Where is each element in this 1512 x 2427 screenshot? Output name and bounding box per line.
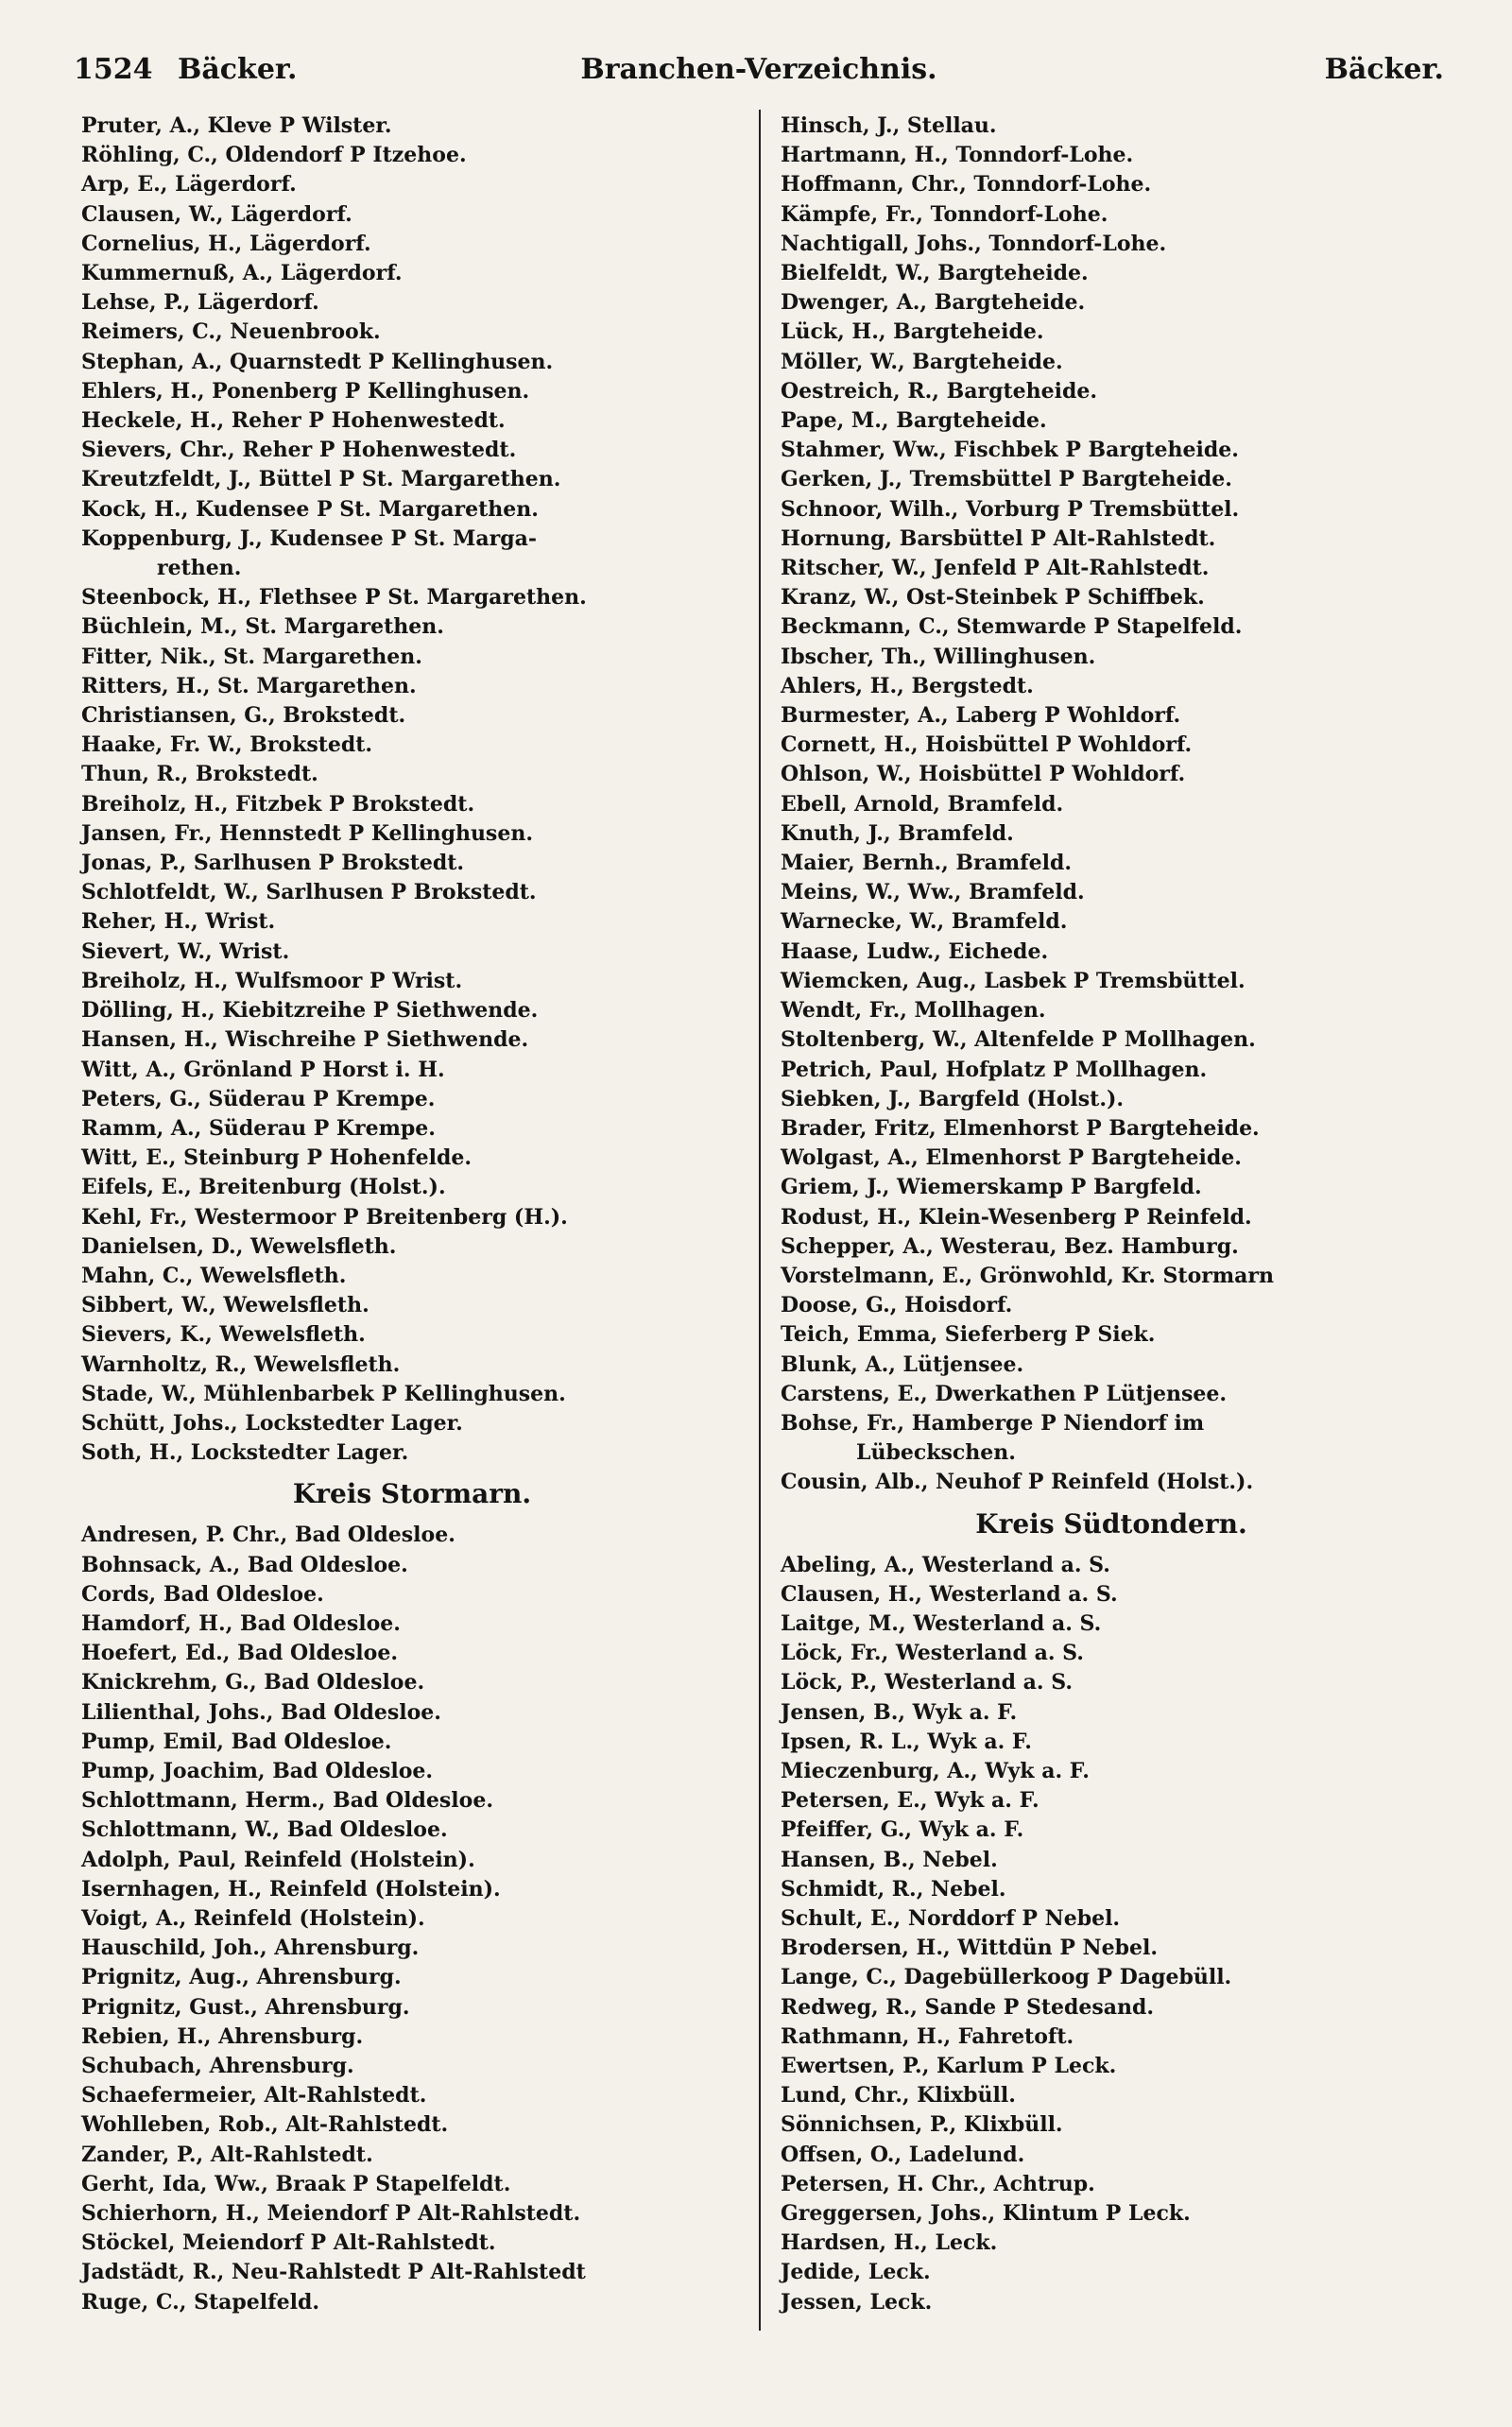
directory-entry: Hansen, B., Nebel. xyxy=(781,1847,998,1872)
directory-entry: Adolph, Paul, Reinfeld (Holstein). xyxy=(81,1847,475,1872)
directory-entry: Nachtigall, Johs., Tonndorf-Lohe. xyxy=(781,231,1167,256)
directory-entry: Petersen, H. Chr., Achtrup. xyxy=(781,2171,1095,2196)
directory-entry: Stade, W., Mühlenbarbek P Kellinghusen. xyxy=(81,1381,566,1406)
directory-entry: Vorstelmann, E., Grönwohld, Kr. Stormarn xyxy=(781,1263,1274,1288)
directory-entry: Ruge, C., Stapelfeld. xyxy=(81,2289,319,2315)
directory-entry: Redweg, R., Sande P Stedesand. xyxy=(781,1994,1155,2020)
directory-entry: Doose, G., Hoisdorf. xyxy=(781,1293,1013,1318)
directory-entry: Breiholz, H., Wulfsmoor P Wrist. xyxy=(81,968,463,993)
directory-entry: Stephan, A., Quarnstedt P Kellinghusen. xyxy=(81,349,554,374)
directory-entry: Bielfeldt, W., Bargteheide. xyxy=(781,261,1089,286)
directory-entry: Christiansen, G., Brokstedt. xyxy=(81,703,406,729)
directory-entry: Schepper, A., Westerau, Bez. Hamburg. xyxy=(781,1233,1239,1259)
directory-entry: Griem, J., Wiemerskamp P Bargfeld. xyxy=(781,1175,1202,1200)
directory-entry: Voigt, A., Reinfeld (Holstein). xyxy=(81,1905,425,1931)
directory-entry: Eifels, E., Breitenburg (Holst.). xyxy=(81,1175,446,1200)
directory-entry: Hansen, H., Wischreihe P Siethwende. xyxy=(81,1027,529,1053)
directory-entry: Mieczenburg, A., Wyk a. F. xyxy=(781,1758,1090,1783)
right-entries-bottom xyxy=(781,1551,1442,2317)
directory-entry: Hoffmann, Chr., Tonndorf-Lohe. xyxy=(781,172,1152,198)
directory-entry: Lübeckschen. xyxy=(856,1440,1016,1466)
directory-entry: Ibscher, Th., Willinghusen. xyxy=(781,644,1096,669)
directory-entry: Mahn, C., Wewelsfleth. xyxy=(81,1263,347,1288)
directory-entry: Sievers, Chr., Reher P Hohenwestedt. xyxy=(81,438,517,463)
directory-entry: Warnecke, W., Bramfeld. xyxy=(781,909,1068,935)
directory-entry: Dölling, H., Kiebitzreihe P Siethwende. xyxy=(81,998,539,1024)
directory-entry: Pump, Emil, Bad Oldesloe. xyxy=(81,1729,392,1754)
directory-entry: rethen. xyxy=(157,556,242,581)
header-right-title: Bäcker. xyxy=(1324,53,1444,86)
directory-entry: Schmidt, R., Nebel. xyxy=(781,1876,1006,1902)
directory-entry: Bohse, Fr., Hamberge P Niendorf im xyxy=(781,1410,1205,1436)
directory-entry: Reimers, C., Neuenbrook. xyxy=(81,319,381,345)
directory-entry: Petersen, E., Wyk a. F. xyxy=(781,1788,1040,1814)
directory-entry: Jansen, Fr., Hennstedt P Kellinghusen. xyxy=(81,820,533,846)
directory-entry: Reher, H., Wrist. xyxy=(81,909,276,935)
directory-entry: Koppenburg, J., Kudensee P St. Marga- xyxy=(81,525,538,551)
directory-entry: Gerken, J., Tremsbüttel P Bargteheide. xyxy=(781,467,1232,492)
directory-entry: Gerht, Ida, Ww., Braak P Stapelfeldt. xyxy=(81,2171,511,2196)
directory-entry: Schubach, Ahrensburg. xyxy=(81,2054,354,2078)
directory-entry: Pruter, A., Kleve P Wilster. xyxy=(81,113,392,138)
directory-entry: Carstens, E., Dwerkathen P Lütjensee. xyxy=(781,1381,1228,1406)
directory-entry: Maier, Bernh., Bramfeld. xyxy=(781,851,1072,876)
directory-entry: Kock, H., Kudensee P St. Margarethen. xyxy=(81,496,539,522)
directory-entry: Schnoor, Wilh., Vorburg P Tremsbüttel. xyxy=(781,496,1240,522)
directory-entry: Kranz, W., Ost-Steinbek P Schiffbek. xyxy=(781,585,1205,611)
directory-entry: Cousin, Alb., Neuhof P Reinfeld (Holst.). xyxy=(781,1470,1254,1495)
section-title-stormarn: Kreis Stormarn. xyxy=(292,1478,532,1510)
directory-entry: Jensen, B., Wyk a. F. xyxy=(781,1699,1018,1725)
page-number: 1524 xyxy=(74,53,153,86)
directory-entry: Ohlson, W., Hoisbüttel P Wohldorf. xyxy=(781,762,1186,787)
directory-entry: Laitge, M., Westerland a. S. xyxy=(781,1610,1102,1636)
directory-entry: Isernhagen, H., Reinfeld (Holstein). xyxy=(81,1876,501,1902)
directory-entry: Schlotfeldt, W., Sarlhusen P Brokstedt. xyxy=(81,880,537,905)
directory-entry: Rebien, H., Ahrensburg. xyxy=(81,2023,364,2049)
directory-entry: Hornung, Barsbüttel P Alt-Rahlstedt. xyxy=(781,525,1216,551)
directory-entry: Pump, Joachim, Bad Oldesloe. xyxy=(81,1758,434,1783)
directory-entry: Sibbert, W., Wewelsfleth. xyxy=(81,1293,369,1318)
directory-entry: Hoefert, Ed., Bad Oldesloe. xyxy=(81,1641,398,1666)
right-column xyxy=(781,112,1442,2317)
directory-entry: Andresen, P. Chr., Bad Oldesloe. xyxy=(81,1523,455,1548)
directory-entry: Ahlers, H., Bergstedt. xyxy=(781,673,1034,698)
directory-entry: Steenbock, H., Flethsee P St. Margarethen. xyxy=(81,585,587,611)
directory-entry: Hinsch, J., Stellau. xyxy=(781,113,997,138)
directory-entry: Schierhorn, H., Meiendorf P Alt-Rahlstedt. xyxy=(81,2201,581,2227)
directory-entry: Knickrehm, G., Bad Oldesloe. xyxy=(81,1670,425,1695)
directory-entry: Wolgast, A., Elmenhorst P Bargteheide. xyxy=(781,1145,1242,1171)
directory-entry: Soth, H., Lockstedter Lager. xyxy=(81,1440,409,1466)
directory-entry: Jedide, Leck. xyxy=(781,2260,931,2285)
left-entries-top xyxy=(81,112,743,1468)
directory-entry: Witt, E., Steinburg P Hohenfelde. xyxy=(81,1145,472,1171)
directory-entry: Blunk, A., Lütjensee. xyxy=(781,1351,1024,1377)
directory-entry: Brodersen, H., Wittdün P Nebel. xyxy=(781,1936,1159,1961)
directory-entry: Arp, E., Lägerdorf. xyxy=(81,172,297,198)
directory-entry: Kummernuß, A., Lägerdorf. xyxy=(81,261,403,286)
directory-entry: Cornelius, H., Lägerdorf. xyxy=(81,231,371,256)
directory-entry: Clausen, W., Lägerdorf. xyxy=(81,201,352,227)
section-title-suedtondern: Kreis Südtondern. xyxy=(975,1507,1247,1540)
directory-entry: Sievert, W., Wrist. xyxy=(81,938,290,964)
directory-entry: Dwenger, A., Bargteheide. xyxy=(781,290,1086,316)
directory-entry: Lück, H., Bargteheide. xyxy=(781,319,1044,345)
directory-entry: Warnholtz, R., Wewelsfleth. xyxy=(81,1351,401,1377)
directory-entry: Prignitz, Aug., Ahrensburg. xyxy=(81,1965,402,1990)
directory-entry: Kehl, Fr., Westermoor P Breitenberg (H.). xyxy=(81,1204,568,1230)
directory-entry: Lange, C., Dagebüllerkoog P Dagebüll. xyxy=(781,1965,1232,1990)
left-entries-bottom xyxy=(81,1521,743,2316)
left-column xyxy=(81,112,743,2317)
directory-entry: Brader, Fritz, Elmenhorst P Bargteheide. xyxy=(781,1115,1260,1141)
directory-entry: Teich, Emma, Sieferberg P Siek. xyxy=(781,1322,1156,1348)
directory-entry: Jessen, Leck. xyxy=(781,2289,933,2315)
directory-entry: Thun, R., Brokstedt. xyxy=(81,762,318,787)
directory-entry: Peters, G., Süderau P Krempe. xyxy=(81,1086,436,1111)
directory-entry: Bohnsack, A., Bad Oldesloe. xyxy=(81,1552,408,1577)
directory-entry: Hardsen, H., Leck. xyxy=(781,2230,998,2256)
directory-entry: Möller, W., Bargteheide. xyxy=(781,349,1063,374)
directory-entry: Schütt, Johs., Lockstedter Lager. xyxy=(81,1410,463,1436)
directory-entry: Schlottmann, W., Bad Oldesloe. xyxy=(81,1817,448,1843)
directory-entry: Zander, P., Alt-Rahlstedt. xyxy=(81,2142,373,2167)
directory-entry: Abeling, A., Westerland a. S. xyxy=(781,1552,1110,1577)
directory-entry: Pfeiffer, G., Wyk a. F. xyxy=(781,1817,1024,1843)
column-divider xyxy=(759,110,761,2331)
directory-entry: Röhling, C., Oldendorf P Itzehoe. xyxy=(81,143,467,168)
directory-entry: Siebken, J., Bargfeld (Holst.). xyxy=(781,1086,1125,1111)
directory-entry: Oestreich, R., Bargteheide. xyxy=(781,378,1097,404)
directory-entry: Stoltenberg, W., Altenfelde P Mollhagen. xyxy=(781,1027,1256,1053)
directory-entry: Ritscher, W., Jenfeld P Alt-Rahlstedt. xyxy=(781,556,1210,581)
directory-entry: Ehlers, H., Ponenberg P Kellinghusen. xyxy=(81,378,530,404)
directory-entry: Witt, A., Grönland P Horst i. H. xyxy=(81,1057,445,1082)
directory-entry: Jonas, P., Sarlhusen P Brokstedt. xyxy=(81,851,465,876)
directory-entry: Wohlleben, Rob., Alt-Rahlstedt. xyxy=(81,2112,449,2138)
directory-entry: Burmester, A., Laberg P Wohldorf. xyxy=(781,703,1181,729)
directory-entry: Pape, M., Bargteheide. xyxy=(781,408,1047,434)
directory-entry: Haake, Fr. W., Brokstedt. xyxy=(81,732,373,758)
header-center-title: Branchen-Verzeichnis. xyxy=(580,53,937,86)
right-entries-top xyxy=(781,112,1442,1498)
directory-entry: Sönnichsen, P., Klixbüll. xyxy=(781,2112,1063,2138)
directory-entry: Büchlein, M., St. Margarethen. xyxy=(81,614,444,640)
directory-entry: Schlottmann, Herm., Bad Oldesloe. xyxy=(81,1788,493,1814)
directory-entry: Löck, Fr., Westerland a. S. xyxy=(781,1641,1084,1666)
directory-entry: Ipsen, R. L., Wyk a. F. xyxy=(781,1729,1032,1754)
directory-entry: Jadstädt, R., Neu-Rahlstedt P Alt-Rahlstedt xyxy=(81,2260,586,2285)
directory-entry: Wiemcken, Aug., Lasbek P Tremsbüttel. xyxy=(781,968,1246,993)
directory-entry: Fitter, Nik., St. Margarethen. xyxy=(81,644,422,669)
directory-entry: Stöckel, Meiendorf P Alt-Rahlstedt. xyxy=(81,2230,496,2256)
directory-entry: Petrich, Paul, Hofplatz P Mollhagen. xyxy=(781,1057,1208,1082)
directory-entry: Prignitz, Gust., Ahrensburg. xyxy=(81,1994,410,2020)
directory-entry: Rathmann, H., Fahretoft. xyxy=(781,2023,1074,2049)
directory-entry: Greggersen, Johs., Klintum P Leck. xyxy=(781,2201,1191,2227)
directory-entry: Lehse, P., Lägerdorf. xyxy=(81,290,319,316)
directory-entry: Rodust, H., Klein-Wesenberg P Reinfeld. xyxy=(781,1204,1252,1230)
directory-entry: Ebell, Arnold, Bramfeld. xyxy=(781,791,1064,817)
directory-entry: Hartmann, H., Tonndorf-Lohe. xyxy=(781,143,1134,168)
directory-entry: Stahmer, Ww., Fischbek P Bargteheide. xyxy=(781,438,1239,463)
directory-entry: Sievers, K., Wewelsfleth. xyxy=(81,1322,366,1348)
directory-entry: Löck, P., Westerland a. S. xyxy=(781,1670,1074,1695)
header-left-title: Bäcker. xyxy=(178,53,298,86)
directory-entry: Danielsen, D., Wewelsfleth. xyxy=(81,1233,397,1259)
directory-entry: Meins, W., Ww., Bramfeld. xyxy=(781,880,1085,905)
directory-entry: Lund, Chr., Klixbüll. xyxy=(781,2083,1016,2109)
directory-entry: Offsen, O., Ladelund. xyxy=(781,2142,1025,2167)
directory-entry: Kreutzfeldt, J., Büttel P St. Margarethen. xyxy=(81,467,561,492)
directory-entry: Knuth, J., Bramfeld. xyxy=(781,820,1014,846)
directory-entry: Wendt, Fr., Mollhagen. xyxy=(781,998,1046,1024)
directory-entry: Ewertsen, P., Karlum P Leck. xyxy=(781,2054,1117,2078)
directory-entry: Schaefermeier, Alt-Rahlstedt. xyxy=(81,2083,427,2109)
directory-entry: Hauschild, Joh., Ahrensburg. xyxy=(81,1936,420,1961)
directory-entry: Heckele, H., Reher P Hohenwestedt. xyxy=(81,408,506,434)
directory-entry: Beckmann, C., Stemwarde P Stapelfeld. xyxy=(781,614,1243,640)
directory-entry: Haase, Ludw., Eichede. xyxy=(781,938,1049,964)
directory-entry: Kämpfe, Fr., Tonndorf-Lohe. xyxy=(781,201,1108,227)
directory-entry: Clausen, H., Westerland a. S. xyxy=(781,1581,1118,1607)
directory-entry: Cornett, H., Hoisbüttel P Wohldorf. xyxy=(781,732,1193,758)
directory-entry: Schult, E., Norddorf P Nebel. xyxy=(781,1905,1121,1931)
directory-entry: Ritters, H., St. Margarethen. xyxy=(81,673,417,698)
directory-entry: Ramm, A., Süderau P Krempe. xyxy=(81,1115,436,1141)
directory-entry: Breiholz, H., Fitzbek P Brokstedt. xyxy=(81,791,475,817)
page-header xyxy=(74,45,1444,95)
directory-entry: Lilienthal, Johs., Bad Oldesloe. xyxy=(81,1699,441,1725)
directory-entry: Hamdorf, H., Bad Oldesloe. xyxy=(81,1610,401,1636)
directory-entry: Cords, Bad Oldesloe. xyxy=(81,1581,324,1607)
